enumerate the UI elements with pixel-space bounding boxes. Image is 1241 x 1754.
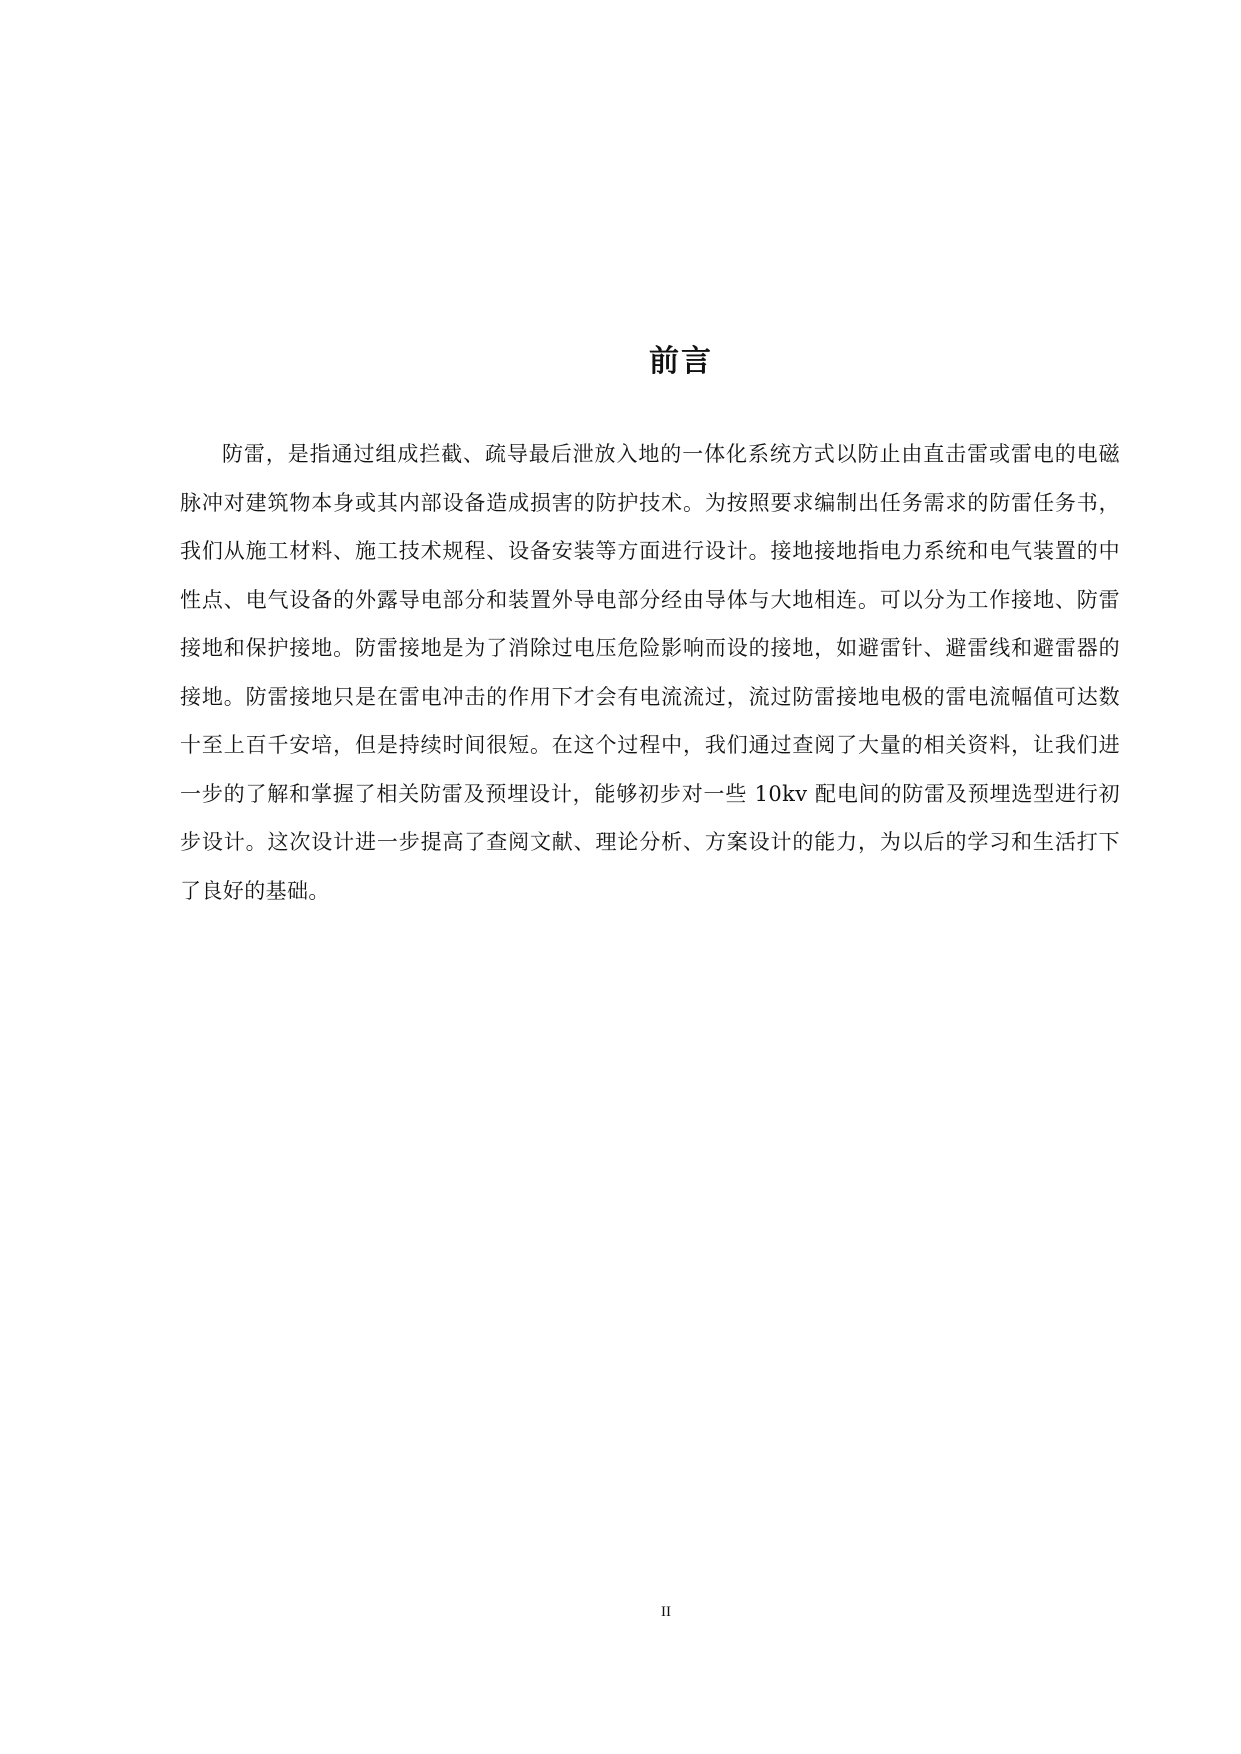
page-number: II bbox=[661, 1604, 671, 1620]
page-title: 前言 bbox=[649, 344, 713, 379]
preface-paragraph: 防雷，是指通过组成拦截、疏导最后泄放入地的一体化系统方式以防止由直击雷或雷电的电磁脉冲对建筑物本身或其内部设备造成损害的防护技术。为按照要求编制出任务需求的防雷任务书，我们从施工材料、施工技术规程、设备安装等方面进行设计。接地接地指电力系统和电气装置的中性点、电气设备的外露导电部分和装置外导电部分经由导体与大地相连。可以分为工作接地、防雷接地和保护接地。防雷接地是为了消除过电压危险影响而设的接地，如避雷针、避雷线和避雷器的接地。防雷接地只是在雷电冲击的作用下才会有电流流过，流过防雷接地电极的雷电流幅值可达数十至上百千安培，但是持续时间很短。在这个过程中，我们通过查阅了大量的相关资料，让我们进一步的了解和掌握了相关防雷及预埋设计，能够初步对一些 10kv 配电间的防雷及预埋选型进行初步设计。这次设计进一步提高了查阅文献、理论分析、方案设计的能力，为以后的学习和生活打下了良好的基础。 bbox=[180, 442, 1120, 903]
